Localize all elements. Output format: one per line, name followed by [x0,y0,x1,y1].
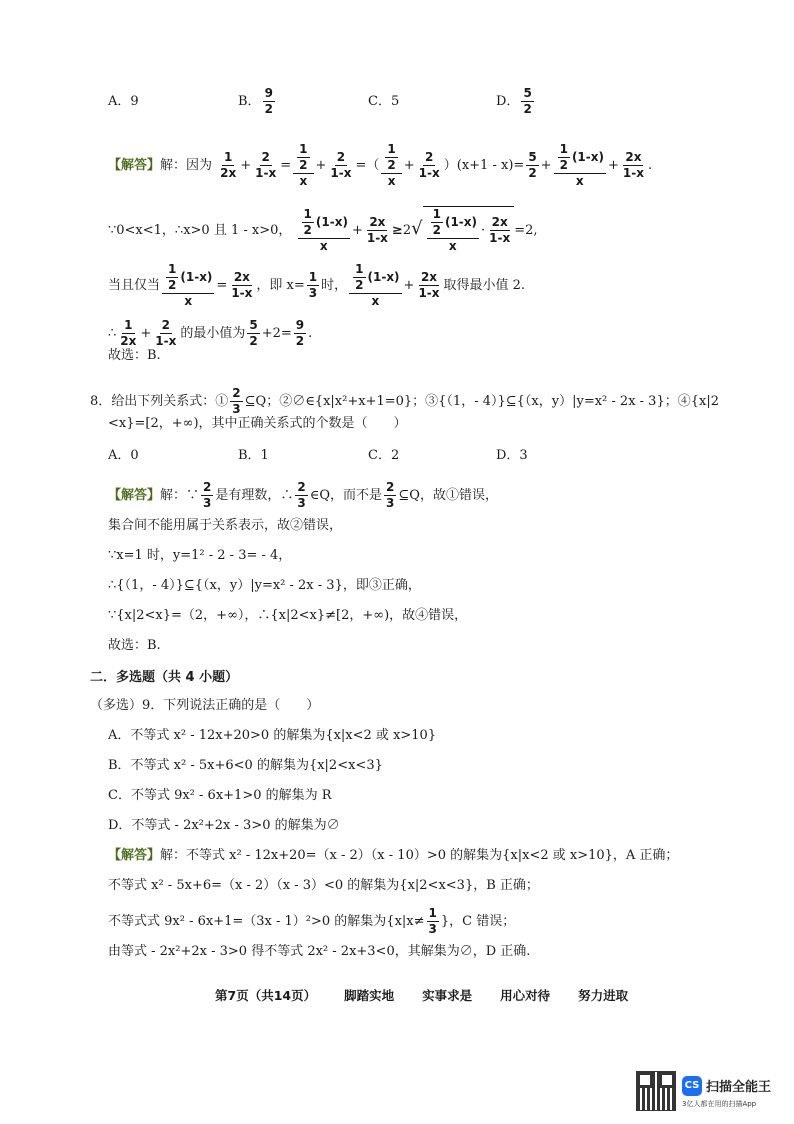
sqrt-body: $\frac{1}{2}$ (1-x) x · $\frac{2x}{1-x}$ [423,206,515,254]
fraction-denominator: 1-x [330,166,352,180]
fraction-numerator: 2 [425,150,434,164]
solution-text: ∈Q，而不是 [309,488,383,503]
fraction-denominator: x [319,239,328,253]
q7-solution-line-2: ∵0<x<1，∴x>0 且 1 - x>0， $\frac{1}{2}$ (1-x) x + $\frac{2x}{1-x}$ ≥2√ $\frac{1}{2}$ (1-x) x · $\frac{2x}{1-x}$ =2, [108,207,538,253]
sqrt-sign: √ [411,218,423,239]
fraction [353,262,365,293]
fraction-numerator: 1 [308,270,318,284]
fraction [218,150,238,181]
fraction-denominator: 2 [355,278,364,292]
solution-text: 解：∵ [160,488,200,503]
fraction-text: (1-x) [444,215,477,229]
solution-text: 当且仅当 [108,278,161,293]
fraction-denominator: 1-x [489,231,511,245]
answer-tag: 【解答】 [108,158,161,173]
fraction-denominator: x [448,239,457,253]
q7-option-b-label: B． [238,94,261,109]
fraction [384,480,396,511]
fraction-text: (1-x) [571,150,604,164]
solution-text: 不等式式 9x² - 6x+1=（3x - 1）²>0 的解集为{x|x≠ [108,914,425,929]
fraction-numerator: 1 [124,318,133,332]
fraction-denominator: 2 [523,102,532,116]
fraction [431,207,443,238]
fraction-denominator: x [371,294,380,308]
q8-solution-line-2: 集合间不能用属于关系表示，故②错误， [108,518,343,533]
fraction-numerator [554,142,606,174]
fraction [349,262,401,309]
solution-text: 时， [321,278,348,293]
q8-solution-line-1 [108,480,498,511]
fraction-denominator: x [387,174,396,188]
fraction-numerator: 2 [161,318,170,332]
fraction-numerator: 1 [303,207,312,221]
section-heading: 二．多选题（共 4 小题） [90,670,239,685]
fraction-denominator: 1-x [255,166,277,180]
q7-solution-line-4: ∴ $\frac{1}{2x}$ + $\frac{2}{1-x}$ 的最小值为 $\frac{5}{2}$ +2= $\frac{9}{2}$ . [108,318,313,348]
q7-solution-line-3: 当且仅当 $\frac{1}{2}$ (1-x) x = $\frac{2x}{1-x}$ ，即 x= $\frac{1}{3}$ 时， $\frac{1}{2}$ (1-x) x + $\frac{2x}{1-x}$ 取得最小值 2. [108,262,526,308]
fraction [298,207,350,254]
camscanner-logo-icon: CS [682,1076,702,1096]
fraction-numerator [298,207,350,239]
fraction-numerator: 5 [523,86,532,100]
q9-option-c: C．不等式 9x² - 6x+1>0 的解集为 R [108,788,332,803]
fraction-numerator: 2 [386,480,395,494]
fraction-text: (1-x) [315,215,348,229]
q9-stem: （多选）9．下列说法正确的是（ ） [90,698,320,713]
fraction-denominator: 2x [120,334,137,348]
solution-text: ，即 x= [256,278,305,293]
q9-option-a: A．不等式 x² - 12x+20>0 的解集为{x|x<2 或 x>10} [108,728,437,743]
fraction [381,142,401,189]
page-number: 第7页（共14页） [215,988,317,1003]
solution-text: ∵0<x<1，∴x>0 且 1 - x>0， [108,223,292,238]
fraction-numerator: 9 [295,318,305,332]
q9-option-d: D．不等式 - 2x²+2x - 3>0 的解集为∅ [108,818,340,833]
fraction [293,142,313,189]
fraction-denominator: x [299,174,308,188]
fraction [385,142,397,173]
fraction [427,207,479,254]
fraction [427,906,439,937]
fraction [487,215,512,246]
fraction [526,150,538,181]
q8-conclusion: 故选：B. [108,638,161,653]
page-footer [215,986,656,1004]
fraction-denominator: 3 [203,496,212,510]
fraction-text: (1-x) [367,270,400,284]
fraction-denominator: 3 [308,286,318,300]
q8-option-d: D．3 [496,448,528,463]
solution-text: ∴ [108,326,117,341]
fraction-numerator [381,142,401,174]
fraction-text: (1-x) [180,270,213,284]
solution-text: 解：不等式 x² - 12x+20=（x - 2）（x - 10）>0 的解集为{x|x<2 或 x>10}，A 正确； [160,848,679,863]
solution-text: +2= [261,326,292,341]
solution-text: ⊆Q，故①错误， [398,488,498,503]
fraction-denominator: 1-x [622,166,644,180]
q8-solution-line-5: ∵{x|2<x}=（2，+∞），∴{x|2<x}≠[2，+∞)，故④错误， [108,608,468,623]
fraction-denominator: x [184,294,193,308]
q8-option-a: A．0 [108,448,139,463]
fraction-numerator: 1 [432,207,441,221]
footer-motto: 努力进取 [578,988,629,1003]
fraction-denominator: 2 [299,158,308,172]
fraction [201,480,213,511]
fraction-numerator: 2x [369,215,386,229]
fraction-numerator [293,142,313,174]
q7-option-b-fraction [263,86,275,117]
fraction-numerator: 1 [387,142,396,156]
fraction-numerator [349,262,401,294]
fraction [230,386,242,417]
footer-motto: 实事求是 [422,988,473,1003]
fraction-numerator: 2x [233,270,250,284]
answer-tag: 【解答】 [108,848,161,863]
fraction [247,318,259,349]
fraction-denominator: 1-x [418,286,440,300]
q9-solution-line-1 [108,846,678,866]
fraction-denominator: 2 [249,334,258,348]
solution-text: =2, [514,223,538,238]
fraction-numerator: 9 [264,86,273,100]
q7-option-a: A．9 [108,94,139,109]
fraction-numerator: 2x [420,270,438,284]
fraction-denominator: 3 [386,496,395,510]
fraction-numerator [427,207,479,239]
q8-option-c: C．2 [368,448,400,463]
fraction [166,262,178,293]
fraction [417,150,442,181]
fraction-denominator: 2 [264,102,273,116]
fraction-denominator: 2x [220,166,237,180]
scanner-app-tagline: 3亿人都在用的扫描App [682,1100,757,1108]
fraction [118,318,138,349]
fraction-numerator: 2 [203,480,212,494]
q8-option-b: B．1 [238,448,269,463]
scanner-app-name: 扫描全能王 [706,1080,772,1095]
fraction [153,318,178,349]
fraction [365,215,390,246]
q7-option-b [238,86,277,117]
q9-solution-line-2: 不等式 x² - 5x+6=（x - 2）（x - 3）<0 的解集为{x|2<x<3}，B 正确； [108,878,539,893]
fraction-numerator: 1 [168,262,177,276]
q7-option-d-label: D． [496,94,520,109]
fraction-denominator: 3 [428,922,437,936]
fraction-denominator: 1-x [155,334,177,348]
fraction-denominator: 1-x [366,231,388,245]
fraction [558,142,570,173]
q7-option-d [496,86,536,117]
fraction [229,270,254,301]
fraction [554,142,606,189]
fraction [253,150,278,181]
fraction-denominator: 1-x [418,166,440,180]
fraction-numerator: 1 [224,150,233,164]
q7-solution-line-1: 【解答】解：因为 $\frac{1}{2x}$ + $\frac{2}{1-x}$ = $\frac{\frac{1}{2}}{x}$ + $\frac{2}{1-x}$ =（ $\frac{\frac{1}{2}}{x}$ + $\frac{2}{1-x}$ ）(x+1 - x)= $\frac{5}{2}$ + $\frac{1}{2}$ (1-x) x + $\frac{2x}{1-x}$ . [108,142,653,188]
fraction-denominator: 2 [168,278,177,292]
fraction-numerator: 1 [559,142,568,156]
fraction-numerator: 1 [355,262,364,276]
fraction-denominator: 2 [559,158,568,172]
fraction-numerator: 2x [491,215,508,229]
solution-text: }，C 错误； [440,914,516,929]
fraction-numerator: 2 [336,150,346,164]
q8-stem-line-1 [90,386,719,417]
fraction [297,142,309,173]
fraction-numerator: 5 [528,150,537,164]
solution-text: (x+1 - x) [456,158,514,173]
q7-option-d-fraction [521,86,533,117]
fraction-numerator: 2x [625,150,642,164]
fraction [162,262,214,309]
fraction-numerator: 1 [428,906,437,920]
q9-solution-line-4: 由等式 - 2x²+2x - 3>0 得不等式 2x² - 2x+3<0，其解集为∅，D 正确. [108,944,531,959]
fraction-numerator: 2 [261,150,270,164]
fraction-numerator: 2 [297,480,306,494]
fraction-denominator: 2 [432,223,441,237]
fraction-numerator: 2 [232,386,241,400]
fraction [294,318,306,349]
stem-text: ⊆Q；②∅∈{x|x²+x+1=0}；③{（1，- 4）}⊆{（x，y）|y=x² - 2x - 3}；④{x|2 [244,394,719,409]
fraction-numerator: 5 [249,318,258,332]
qr-code-icon [636,1071,676,1111]
fraction-denominator: 3 [297,496,306,510]
fraction [307,270,319,301]
q8-solution-line-3: ∵x=1 时，y=1² - 2 - 3= - 4， [108,548,292,563]
solution-text: 是有理数，∴ [215,488,294,503]
q8-stem-line-2: <x}=[2，+∞)，其中正确关系式的个数是（ ） [108,416,407,431]
fraction-denominator: 3 [232,402,241,416]
stem-text: 8．给出下列关系式：① [90,394,229,409]
q8-solution-line-4: ∴{（1，- 4）}⊆{（x，y）|y=x² - 2x - 3}，即③正确， [108,578,421,593]
fraction-denominator: 2 [528,166,537,180]
q7-option-c: C．5 [368,94,400,109]
fraction-denominator: 2 [387,158,396,172]
answer-tag: 【解答】 [108,488,161,503]
fraction [621,150,646,181]
fraction-denominator: 1-x [231,286,253,300]
fraction [416,270,441,301]
fraction [302,207,314,238]
q9-solution-line-3 [108,906,515,937]
footer-motto: 用心对待 [500,988,551,1003]
fraction-denominator: x [575,174,584,188]
fraction [295,480,307,511]
q9-option-b: B．不等式 x² - 5x+6<0 的解集为{x|2<x<3} [108,758,383,773]
fraction-denominator: 2 [295,334,305,348]
fraction-numerator [162,262,214,294]
q7-conclusion: 故选：B. [108,348,161,363]
fraction [328,150,353,181]
solution-text: 的最小值为 [180,326,246,341]
solution-text: 取得最小值 2. [443,278,526,293]
fraction-denominator: 2 [303,223,312,237]
solution-text: 解：因为 [160,158,213,173]
fraction-numerator: 1 [299,142,308,156]
footer-motto: 脚踏实地 [344,988,395,1003]
